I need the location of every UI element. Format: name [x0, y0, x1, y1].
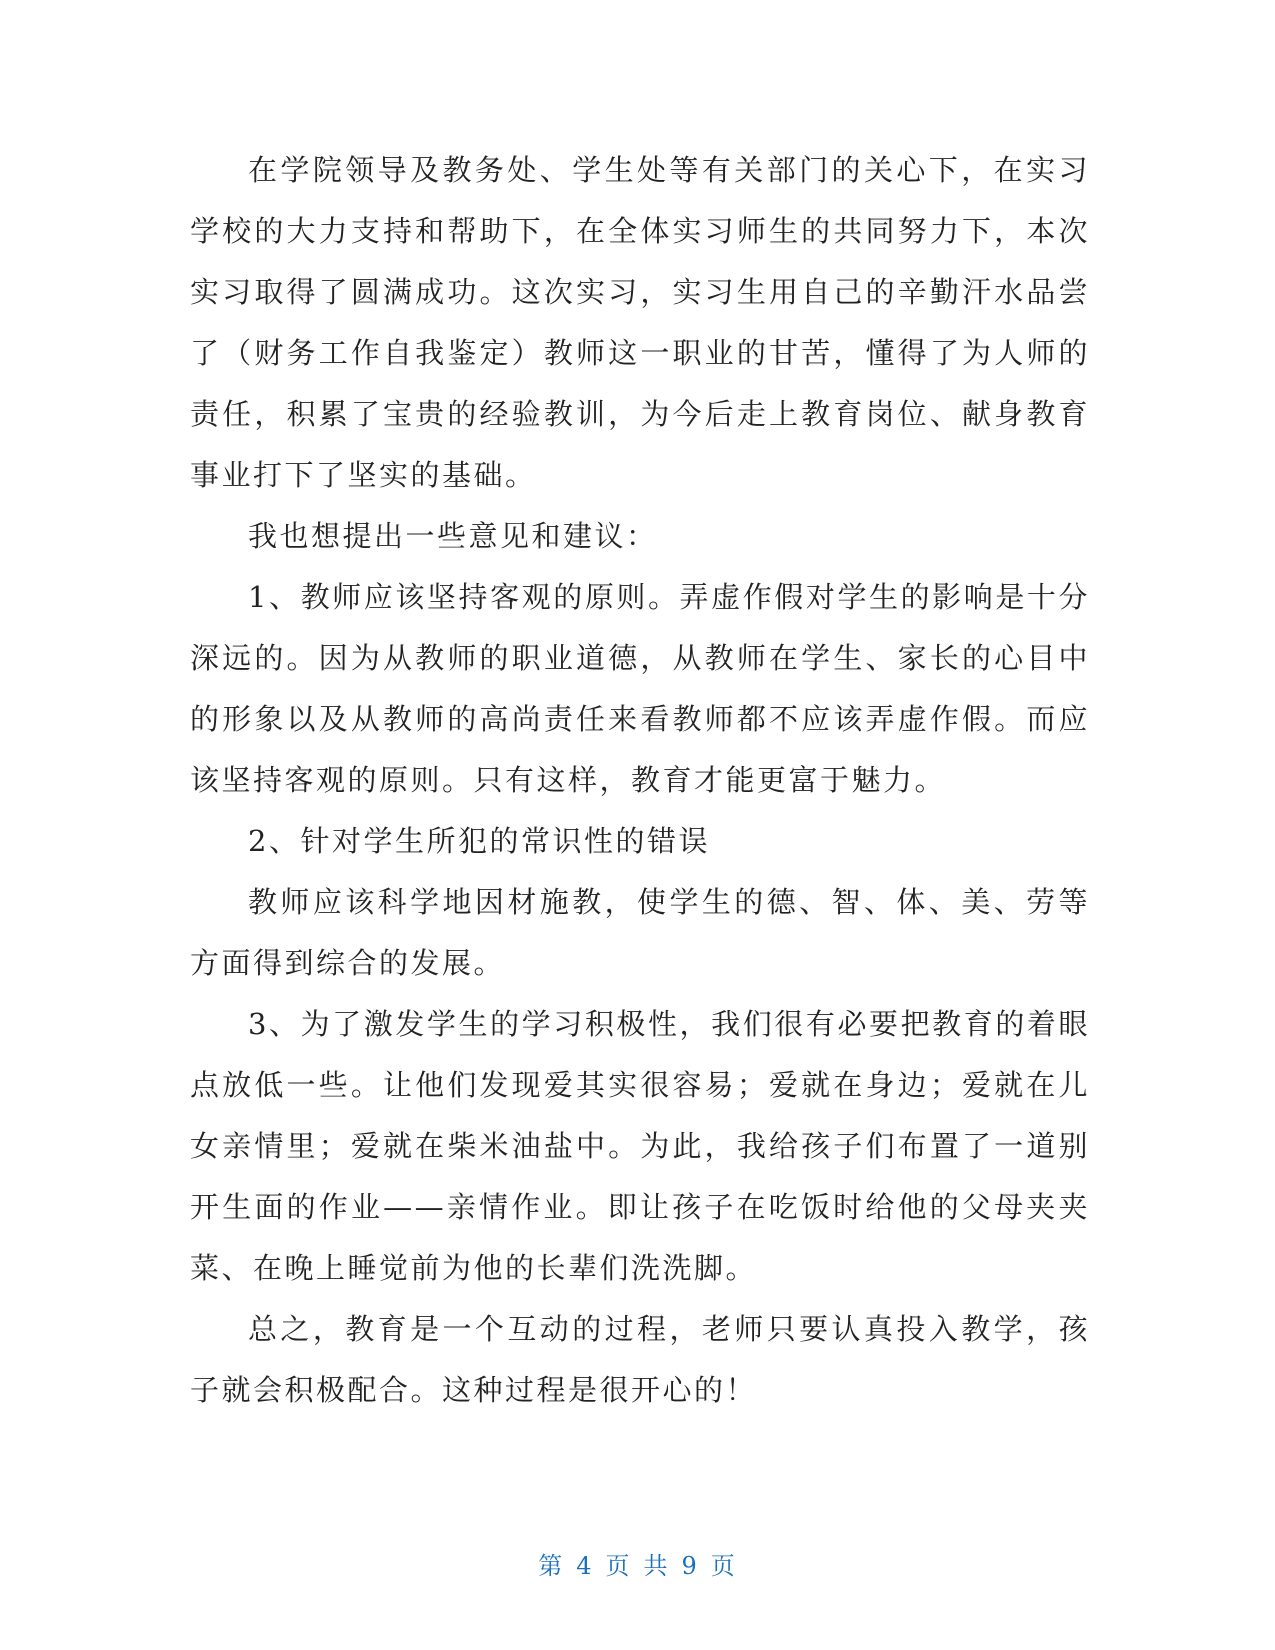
paragraph-internship-summary: 在学院领导及教务处、学生处等有关部门的关心下，在实习学校的大力支持和帮助下，在全体实习师生的共同努力下，本次实习取得了圆满成功。这次实习，实习生用自己的辛勤汗水品尝了（财务工作自我鉴定）教师这一职业的甘苦，懂得了为人师的责任，积累了宝贵的经验教训，为今后走上教育岗位、献身教育事业打下了坚实的基础。: [190, 153, 1090, 492]
footer-total-pages: 9: [681, 1552, 699, 1580]
paragraph-conclusion: 总之，教育是一个互动的过程，老师只要认真投入教学，孩子就会积极配合。这种过程是很开心的！: [190, 1312, 1090, 1407]
paragraph-suggestion-3: 3、为了激发学生的学习积极性，我们很有必要把教育的着眼点放低一些。让他们发现爱其实很容易；爱就在身边；爱就在儿女亲情里；爱就在柴米油盐中。为此，我给孩子们布置了一道别开生面的作业——亲情作业。即让孩子在吃饭时给他的父母夹夹菜、在晚上睡觉前为他的长辈们洗洗脚。: [190, 1007, 1090, 1285]
footer-label-gong: 共: [643, 1552, 670, 1580]
footer-label-ye: 页: [605, 1552, 632, 1580]
footer-label-ye2: 页: [710, 1552, 737, 1580]
document-body: [190, 140, 1090, 1421]
paragraph-suggestion-2-body: 教师应该科学地因材施教，使学生的德、智、体、美、劳等方面得到综合的发展。: [190, 885, 1090, 980]
footer-current-page: 4: [576, 1552, 594, 1580]
paragraph-suggestions-intro: 我也想提出一些意见和建议：: [248, 519, 658, 553]
footer-label-di: 第: [538, 1552, 565, 1580]
paragraph-suggestion-2-heading: 2、针对学生所犯的常识性的错误: [248, 824, 710, 858]
page-footer: [0, 1546, 1275, 1581]
paragraph-suggestion-1: 1、教师应该坚持客观的原则。弄虚作假对学生的影响是十分深远的。因为从教师的职业道德，从教师在学生、家长的心目中的形象以及从教师的高尚责任来看教师都不应该弄虚作假。而应该坚持客观的原则。只有这样，教育才能更富于魅力。: [190, 580, 1090, 797]
